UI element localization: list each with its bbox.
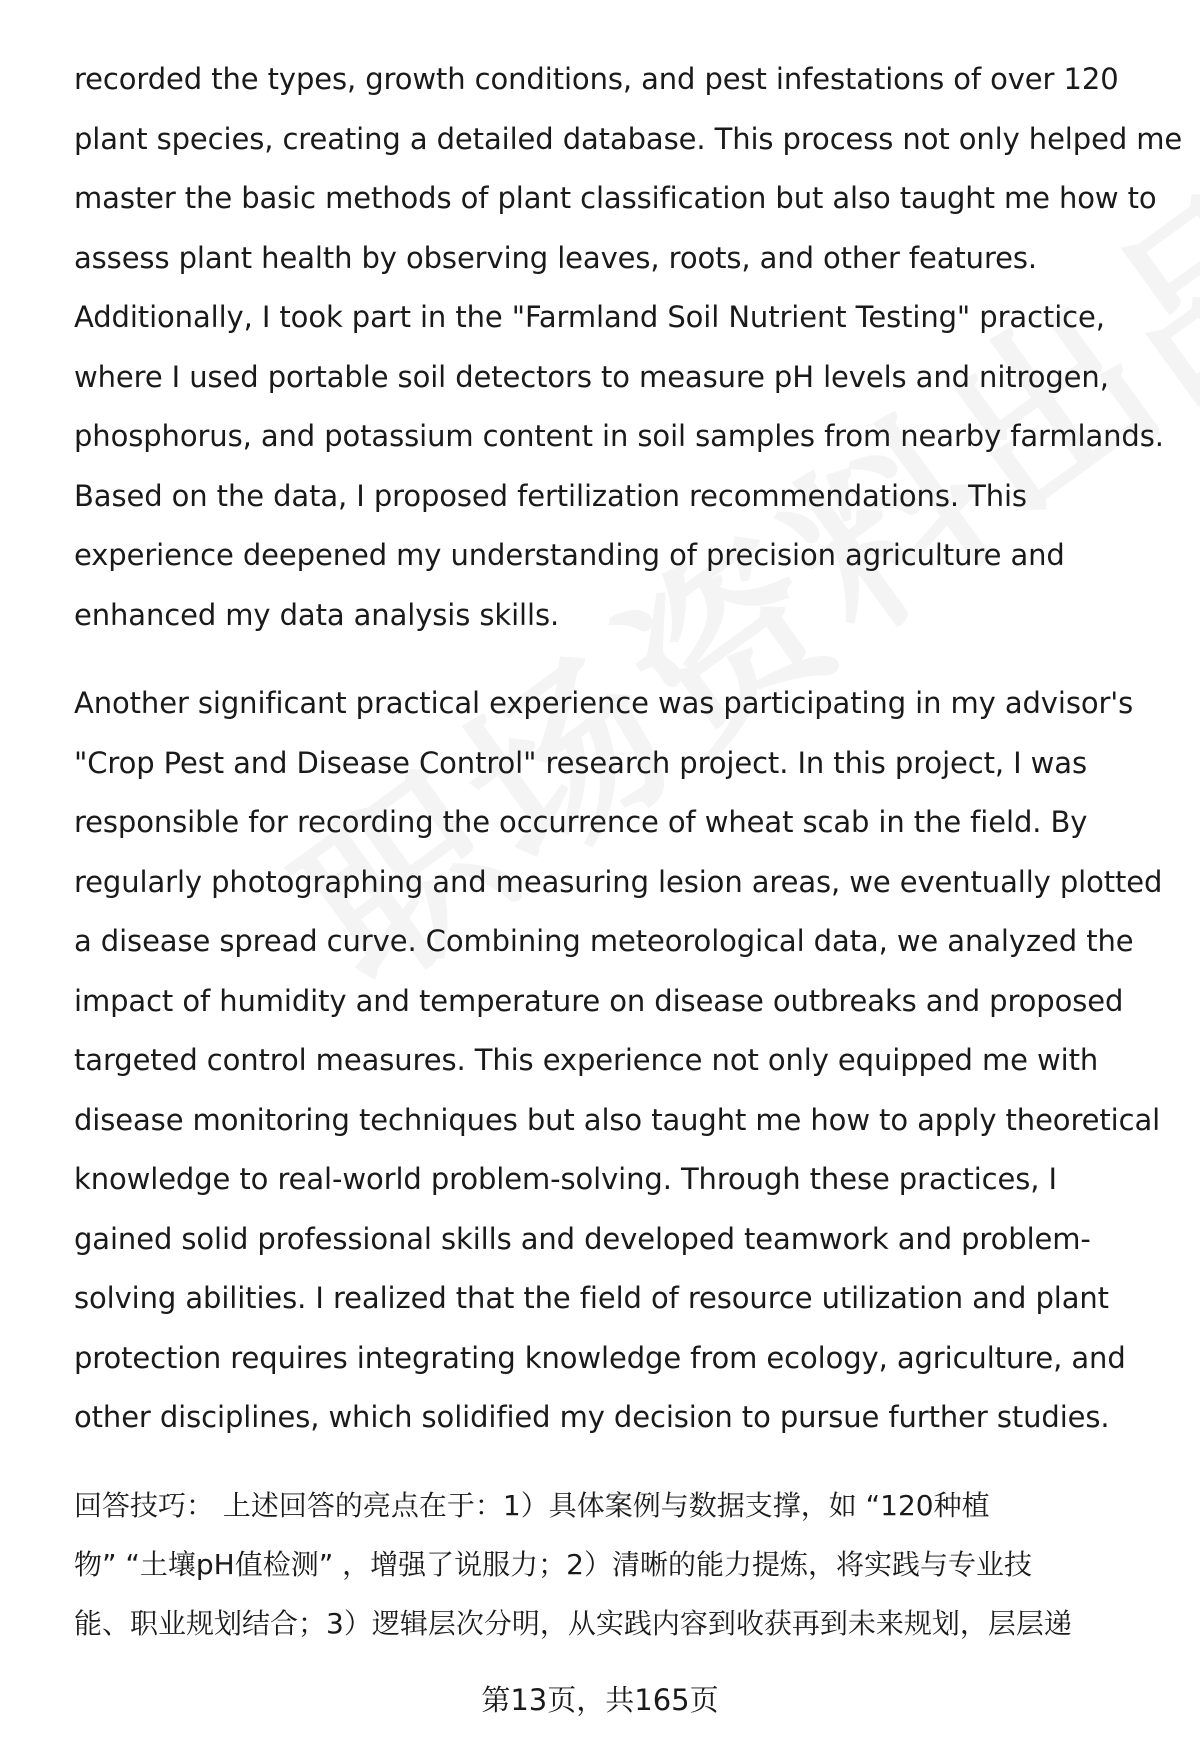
text-line: "Crop Pest and Disease Control" research project. In this project, I was xyxy=(74,745,1087,780)
text-line: targeted control measures. This experience not only equipped me with xyxy=(74,1043,1099,1077)
text-line: enhanced my data analysis skills. xyxy=(74,597,560,632)
tips-line: 回答技巧： 上述回答的亮点在于：1）具体案例与数据支撑，如 “120种植 xyxy=(74,1488,990,1522)
text-line: knowledge to real-world problem-solving. Through these practices, I xyxy=(74,1162,1057,1196)
text-line: phosphorus, and potassium content in soil samples from nearby farmlands. xyxy=(74,419,1164,453)
text-line: where I used portable soil detectors to measure pH levels and nitrogen, xyxy=(74,359,1109,394)
paragraph-2 xyxy=(74,674,1163,1448)
text-line: solving abilities. I realized that the field of resource utilization and plant xyxy=(74,1281,1109,1315)
text-line: assess plant health by observing leaves, roots, and other features. xyxy=(74,240,1038,275)
text-line: master the basic methods of plant classification but also taught me how to xyxy=(74,181,1157,215)
answer-tips xyxy=(74,1476,1154,1653)
text-line: responsible for recording the occurrence of wheat scab in the field. By xyxy=(74,805,1088,839)
text-line: regularly photographing and measuring lesion areas, we eventually plotted xyxy=(74,864,1163,899)
text-line: Based on the data, I proposed fertilization recommendations. This xyxy=(74,478,1027,513)
text-line: Another significant practical experience was participating in my advisor's xyxy=(74,686,1134,720)
text-line: gained solid professional skills and developed teamwork and problem- xyxy=(74,1221,1091,1256)
tips-line: 能、职业规划结合；3）逻辑层次分明，从实践内容到收获再到未来规划，层层递 xyxy=(74,1606,1072,1640)
tips-line: 物” “土壤pH值检测” ，增强了说服力；2）清晰的能力提炼，将实践与专业技 xyxy=(74,1547,1032,1581)
page-content xyxy=(74,50,1183,1653)
text-line: a disease spread curve. Combining meteorological data, we analyzed the xyxy=(74,924,1134,958)
text-line: other disciplines, which solidified my decision to pursue further studies. xyxy=(74,1400,1110,1434)
text-line: experience deepened my understanding of precision agriculture and xyxy=(74,538,1065,572)
page-number: 第13页，共165页 xyxy=(481,1683,719,1717)
text-line: disease monitoring techniques but also taught me how to apply theoretical xyxy=(74,1102,1161,1137)
text-line: protection requires integrating knowledge from ecology, agriculture, and xyxy=(74,1340,1126,1375)
text-line: recorded the types, growth conditions, and pest infestations of over 120 xyxy=(74,62,1119,96)
text-line: impact of humidity and temperature on disease outbreaks and proposed xyxy=(74,983,1124,1018)
text-line: plant species, creating a detailed database. This process not only helped me xyxy=(74,121,1183,156)
text-line: Additionally, I took part in the "Farmland Soil Nutrient Testing" practice, xyxy=(74,300,1105,334)
paragraph-1 xyxy=(74,50,1183,645)
